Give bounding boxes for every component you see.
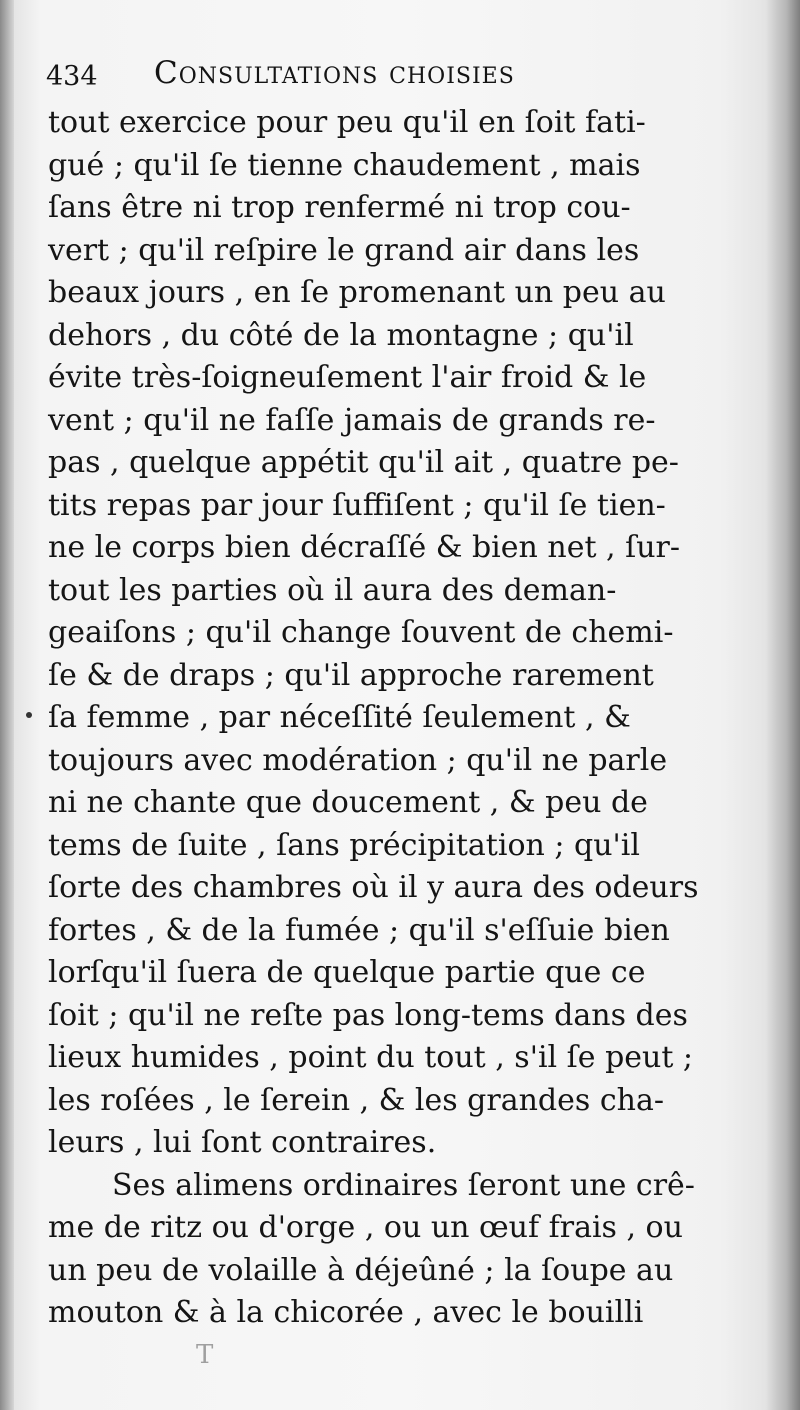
page-left-edge [0,0,14,1410]
text-line: toujours avec modération ; qu'il ne parle [48,742,668,778]
text-line: lieux humides , point du tout , s'il ſe peut ; [48,1040,694,1075]
ink-speck [26,712,32,718]
text-line: un peu de volaille à déjeûné ; la ſoupe au [48,1252,674,1288]
text-line: les roſées , le ſerein , & les grandes cha- [48,1082,664,1118]
text-line: tems de ſuite , ſans précipitation ; qu'il [48,827,640,863]
text-line: ne le corps bien décraſſé & bien net , ſur- [48,530,681,565]
text-line: vert ; qu'il reſpire le grand air dans les [48,232,640,268]
text-line: pas , quelque appétit qu'il ait , quatre pe- [48,445,679,480]
text-line: ſoit ; qu'il ne reſte pas long-tems dans des [48,997,688,1033]
text-line: lorſqu'il ſuera de quelque partie que ce [48,955,646,990]
text-line: me de ritz ou d'orge , ou un œuf frais , ou [48,1210,683,1245]
text-line: tits repas par jour ſuffiſent ; qu'il ſe tien- [48,487,666,523]
text-line: tout exercice pour peu qu'il en ſoit fati- [48,105,646,140]
text-line: évite très-ſoigneuſement l'air froid & le [48,360,647,395]
page-number: 434 [46,61,98,92]
text-line: ni ne chante que doucement , & peu de [48,785,648,820]
text-line: fortes , & de la fumée ; qu'il s'eſſuie bien [48,912,670,948]
text-line: beaux jours , en ſe promenant un peu au [48,275,666,310]
page-header [46,55,706,99]
text-line: mouton & à la chicorée , avec le bouilli [48,1295,644,1330]
body-text [48,102,708,1335]
text-line: ſans être ni trop renfermé ni trop cou- [48,190,631,225]
text-line: gué ; qu'il ſe tienne chaudement , mais [48,147,641,183]
text-line: geaiſons ; qu'il change ſouvent de chemi- [48,615,674,650]
page-gutter-shadow [766,0,800,1410]
text-line: vent ; qu'il ne faſſe jamais de grands re- [48,402,656,438]
text-line: ſa femme , par néceſſité ſeulement , & [48,700,631,735]
running-title: Consultations choisies [154,55,515,91]
text-line: ſe & de draps ; qu'il approche rarement [48,657,654,693]
signature-mark: T [196,1340,214,1370]
text-line: ſorte des chambres où il y aura des odeurs [48,870,699,905]
text-line: tout les parties où il aura des deman- [48,572,617,608]
paragraph-first-line: Ses alimens ordinaires ſeront une crê- [112,1167,695,1203]
text-line: dehors , du côté de la montagne ; qu'il [48,317,634,353]
text-line: leurs , lui ſont contraires. [48,1125,437,1160]
